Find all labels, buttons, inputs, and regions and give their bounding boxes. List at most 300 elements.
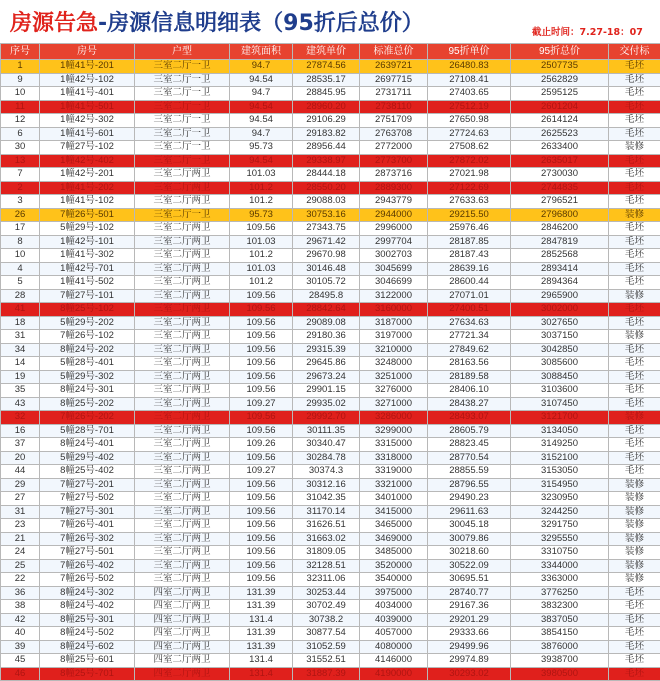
cell-total: 3286000 xyxy=(360,411,428,425)
cell-d-unit: 27071.01 xyxy=(428,289,511,303)
table-row xyxy=(1,478,660,492)
cell-total: 3271000 xyxy=(360,397,428,411)
cell-room: 5幢28号-701 xyxy=(40,424,135,438)
cell-d-total: 2601204 xyxy=(511,100,609,114)
cell-d-total: 3103600 xyxy=(511,384,609,398)
cell-type: 三室二厅两卫 xyxy=(135,519,230,533)
cell-unit: 31170.14 xyxy=(293,505,360,519)
cell-room: 1幢42号-201 xyxy=(40,168,135,182)
cell-unit: 28444.18 xyxy=(293,168,360,182)
cell-type: 三室二厅一卫 xyxy=(135,208,230,222)
cell-unit: 29106.29 xyxy=(293,114,360,128)
cell-type: 三室二厅两卫 xyxy=(135,222,230,236)
cell-total: 4190000 xyxy=(360,667,428,681)
cell-d-unit: 28823.45 xyxy=(428,438,511,452)
cell-no: 2 xyxy=(1,181,40,195)
cell-total: 2996000 xyxy=(360,222,428,236)
cell-d-total: 2507735 xyxy=(511,60,609,74)
cell-d-total: 3938700 xyxy=(511,654,609,668)
cell-d-unit: 28770.54 xyxy=(428,451,511,465)
cell-area: 109.27 xyxy=(230,397,293,411)
table-row xyxy=(1,235,660,249)
cell-d-unit: 27400.51 xyxy=(428,303,511,317)
cell-room: 7幢26号-102 xyxy=(40,330,135,344)
table-row xyxy=(1,640,660,654)
cell-d-total: 2595125 xyxy=(511,87,609,101)
cell-total: 3299000 xyxy=(360,424,428,438)
cell-type: 三室二厅两卫 xyxy=(135,303,230,317)
cell-no: 35 xyxy=(1,384,40,398)
cell-deliv: 毛坯 xyxy=(609,154,660,168)
cell-deliv: 装修 xyxy=(609,546,660,560)
cell-total: 3046699 xyxy=(360,276,428,290)
title-main: -房源信息明细表（95折后总价） xyxy=(98,11,424,36)
cell-d-total: 3134050 xyxy=(511,424,609,438)
cell-area: 101.2 xyxy=(230,249,293,263)
cell-room: 8幢24号-502 xyxy=(40,627,135,641)
cell-unit: 31052.59 xyxy=(293,640,360,654)
cell-area: 109.56 xyxy=(230,519,293,533)
cell-room: 8幢24号-401 xyxy=(40,438,135,452)
cell-deliv: 毛坯 xyxy=(609,397,660,411)
table-row xyxy=(1,100,660,114)
cell-no: 8 xyxy=(1,235,40,249)
cell-total: 2697715 xyxy=(360,73,428,87)
cell-unit: 29901.15 xyxy=(293,384,360,398)
cell-d-unit: 28187.85 xyxy=(428,235,511,249)
cell-type: 三室二厅两卫 xyxy=(135,262,230,276)
cell-total: 3321000 xyxy=(360,478,428,492)
col-header: 交付标 xyxy=(609,44,660,60)
cell-d-unit: 29499.96 xyxy=(428,640,511,654)
cell-total: 3045699 xyxy=(360,262,428,276)
cell-total: 3187000 xyxy=(360,316,428,330)
cell-unit: 28842.64 xyxy=(293,303,360,317)
table-row xyxy=(1,586,660,600)
cell-d-total: 2893414 xyxy=(511,262,609,276)
cell-d-total: 3107450 xyxy=(511,397,609,411)
table-row xyxy=(1,546,660,560)
cell-d-total: 3876000 xyxy=(511,640,609,654)
cell-d-total: 3980500 xyxy=(511,667,609,681)
cell-area: 109.56 xyxy=(230,357,293,371)
table-row xyxy=(1,411,660,425)
cell-area: 109.26 xyxy=(230,438,293,452)
cell-room: 8幢25号-102 xyxy=(40,303,135,317)
cell-total: 4080000 xyxy=(360,640,428,654)
cell-d-total: 3154950 xyxy=(511,478,609,492)
cell-total: 3469000 xyxy=(360,532,428,546)
cell-room: 8幢24号-602 xyxy=(40,640,135,654)
cell-area: 131.39 xyxy=(230,600,293,614)
table-row xyxy=(1,154,660,168)
cell-type: 三室二厅两卫 xyxy=(135,357,230,371)
cell-unit: 31552.51 xyxy=(293,654,360,668)
cell-room: 7幢27号-102 xyxy=(40,141,135,155)
cell-d-total: 2614124 xyxy=(511,114,609,128)
cell-d-unit: 29974.89 xyxy=(428,654,511,668)
cell-unit: 28535.17 xyxy=(293,73,360,87)
cell-type: 三室二厅一卫 xyxy=(135,154,230,168)
cell-room: 1幢42号-701 xyxy=(40,262,135,276)
cell-no: 7 xyxy=(1,168,40,182)
cell-unit: 30253.44 xyxy=(293,586,360,600)
deadline-label: 截止时间：7.27-18：07 xyxy=(532,24,643,38)
cell-type: 四室二厅两卫 xyxy=(135,586,230,600)
cell-unit: 30105.72 xyxy=(293,276,360,290)
cell-d-unit: 28493.07 xyxy=(428,411,511,425)
cell-total: 2873716 xyxy=(360,168,428,182)
cell-type: 三室二厅两卫 xyxy=(135,411,230,425)
cell-area: 95.73 xyxy=(230,141,293,155)
cell-room: 1幢41号-502 xyxy=(40,276,135,290)
cell-no: 29 xyxy=(1,478,40,492)
cell-no: 31 xyxy=(1,330,40,344)
cell-unit: 28960.20 xyxy=(293,100,360,114)
cell-total: 4039000 xyxy=(360,613,428,627)
cell-d-total: 2796521 xyxy=(511,195,609,209)
cell-d-unit: 27403.65 xyxy=(428,87,511,101)
cell-d-unit: 29167.36 xyxy=(428,600,511,614)
cell-d-unit: 28187.43 xyxy=(428,249,511,263)
cell-total: 3485000 xyxy=(360,546,428,560)
cell-area: 109.56 xyxy=(230,546,293,560)
cell-d-total: 3363000 xyxy=(511,573,609,587)
cell-type: 三室二厅两卫 xyxy=(135,235,230,249)
cell-unit: 29992.70 xyxy=(293,411,360,425)
cell-deliv: 毛坯 xyxy=(609,438,660,452)
cell-area: 101.03 xyxy=(230,235,293,249)
cell-no: 24 xyxy=(1,546,40,560)
cell-deliv: 毛坯 xyxy=(609,627,660,641)
cell-room: 7幢27号-301 xyxy=(40,505,135,519)
cell-deliv: 装修 xyxy=(609,559,660,573)
cell-area: 109.56 xyxy=(230,316,293,330)
cell-type: 三室二厅两卫 xyxy=(135,505,230,519)
cell-area: 131.4 xyxy=(230,654,293,668)
cell-room: 8幢25号-701 xyxy=(40,667,135,681)
cell-unit: 27343.75 xyxy=(293,222,360,236)
cell-unit: 29089.08 xyxy=(293,316,360,330)
table-row xyxy=(1,600,660,614)
cell-area: 94.7 xyxy=(230,60,293,74)
cell-room: 7幢26号-401 xyxy=(40,519,135,533)
cell-d-unit: 27650.98 xyxy=(428,114,511,128)
cell-room: 7幢27号-501 xyxy=(40,546,135,560)
cell-total: 3315000 xyxy=(360,438,428,452)
cell-deliv: 毛坯 xyxy=(609,451,660,465)
cell-unit: 31042.35 xyxy=(293,492,360,506)
cell-deliv: 毛坯 xyxy=(609,613,660,627)
cell-d-unit: 28189.58 xyxy=(428,370,511,384)
cell-unit: 31809.05 xyxy=(293,546,360,560)
cell-unit: 30738.2 xyxy=(293,613,360,627)
cell-d-total: 2635017 xyxy=(511,154,609,168)
cell-d-unit: 29215.50 xyxy=(428,208,511,222)
cell-type: 四室二厅两卫 xyxy=(135,640,230,654)
cell-total: 3251000 xyxy=(360,370,428,384)
cell-total: 2731711 xyxy=(360,87,428,101)
cell-d-total: 3042850 xyxy=(511,343,609,357)
cell-type: 三室二厅一卫 xyxy=(135,73,230,87)
cell-d-unit: 27724.63 xyxy=(428,127,511,141)
cell-type: 四室二厅两卫 xyxy=(135,613,230,627)
cell-room: 7幢27号-101 xyxy=(40,289,135,303)
cell-type: 三室二厅两卫 xyxy=(135,532,230,546)
cell-type: 三室二厅一卫 xyxy=(135,60,230,74)
table-row xyxy=(1,208,660,222)
cell-no: 22 xyxy=(1,573,40,587)
cell-deliv: 毛坯 xyxy=(609,303,660,317)
cell-area: 109.56 xyxy=(230,370,293,384)
cell-unit: 30340.47 xyxy=(293,438,360,452)
cell-unit: 30877.54 xyxy=(293,627,360,641)
cell-room: 1幢41号-401 xyxy=(40,87,135,101)
cell-d-unit: 27872.02 xyxy=(428,154,511,168)
cell-area: 131.4 xyxy=(230,667,293,681)
cell-d-unit: 28438.27 xyxy=(428,397,511,411)
cell-unit: 29088.03 xyxy=(293,195,360,209)
cell-no: 41 xyxy=(1,303,40,317)
cell-deliv: 装修 xyxy=(609,289,660,303)
col-header: 95折单价 xyxy=(428,44,511,60)
page-title xyxy=(10,6,424,37)
cell-room: 5幢29号-402 xyxy=(40,451,135,465)
cell-deliv: 装修 xyxy=(609,478,660,492)
cell-area: 94.54 xyxy=(230,100,293,114)
cell-area: 109.56 xyxy=(230,492,293,506)
table-row xyxy=(1,141,660,155)
cell-no: 9 xyxy=(1,73,40,87)
cell-room: 1幢41号-501 xyxy=(40,100,135,114)
cell-deliv: 毛坯 xyxy=(609,640,660,654)
cell-no: 20 xyxy=(1,451,40,465)
table-row xyxy=(1,127,660,141)
cell-type: 三室二厅两卫 xyxy=(135,465,230,479)
cell-d-total: 3085600 xyxy=(511,357,609,371)
cell-deliv: 毛坯 xyxy=(609,114,660,128)
cell-no: 3 xyxy=(1,195,40,209)
cell-room: 1幢42号-101 xyxy=(40,235,135,249)
cell-deliv: 毛坯 xyxy=(609,384,660,398)
listing-table xyxy=(0,43,660,681)
cell-room: 8幢25号-301 xyxy=(40,613,135,627)
cell-area: 94.54 xyxy=(230,154,293,168)
cell-d-total: 3152100 xyxy=(511,451,609,465)
table-row xyxy=(1,573,660,587)
cell-type: 三室二厅一卫 xyxy=(135,141,230,155)
cell-deliv: 毛坯 xyxy=(609,654,660,668)
cell-total: 4034000 xyxy=(360,600,428,614)
cell-d-unit: 30045.18 xyxy=(428,519,511,533)
cell-area: 109.27 xyxy=(230,465,293,479)
cell-type: 三室二厅两卫 xyxy=(135,478,230,492)
cell-unit: 29315.39 xyxy=(293,343,360,357)
cell-unit: 30753.16 xyxy=(293,208,360,222)
cell-deliv: 毛坯 xyxy=(609,343,660,357)
cell-deliv: 毛坯 xyxy=(609,424,660,438)
cell-type: 四室二厅两卫 xyxy=(135,654,230,668)
cell-total: 3276000 xyxy=(360,384,428,398)
cell-d-total: 3291750 xyxy=(511,519,609,533)
cell-deliv: 装修 xyxy=(609,505,660,519)
cell-d-unit: 27849.62 xyxy=(428,343,511,357)
cell-unit: 32311.06 xyxy=(293,573,360,587)
cell-area: 109.56 xyxy=(230,424,293,438)
cell-no: 31 xyxy=(1,505,40,519)
cell-room: 1幢42号-302 xyxy=(40,114,135,128)
cell-unit: 29671.42 xyxy=(293,235,360,249)
cell-type: 三室二厅一卫 xyxy=(135,100,230,114)
cell-deliv: 装修 xyxy=(609,141,660,155)
cell-room: 8幢24号-302 xyxy=(40,586,135,600)
cell-no: 43 xyxy=(1,397,40,411)
cell-no: 44 xyxy=(1,465,40,479)
cell-d-total: 2847819 xyxy=(511,235,609,249)
cell-d-total: 3310750 xyxy=(511,546,609,560)
table-row xyxy=(1,519,660,533)
cell-area: 109.56 xyxy=(230,532,293,546)
table-row xyxy=(1,505,660,519)
cell-area: 101.2 xyxy=(230,195,293,209)
cell-d-unit: 27108.41 xyxy=(428,73,511,87)
table-row xyxy=(1,451,660,465)
cell-area: 101.03 xyxy=(230,168,293,182)
cell-room: 5幢28号-401 xyxy=(40,357,135,371)
cell-type: 三室二厅一卫 xyxy=(135,114,230,128)
table-row xyxy=(1,114,660,128)
cell-deliv: 毛坯 xyxy=(609,60,660,74)
cell-d-total: 3854150 xyxy=(511,627,609,641)
cell-no: 19 xyxy=(1,370,40,384)
table-row xyxy=(1,60,660,74)
cell-room: 8幢25号-402 xyxy=(40,465,135,479)
cell-room: 1幢42号-402 xyxy=(40,154,135,168)
table-row xyxy=(1,384,660,398)
cell-total: 3415000 xyxy=(360,505,428,519)
cell-d-unit: 28163.56 xyxy=(428,357,511,371)
cell-area: 101.03 xyxy=(230,262,293,276)
cell-unit: 28550.20 xyxy=(293,181,360,195)
cell-room: 7幢26号-502 xyxy=(40,573,135,587)
cell-type: 三室二厅两卫 xyxy=(135,438,230,452)
cell-d-total: 3837050 xyxy=(511,613,609,627)
cell-unit: 30284.78 xyxy=(293,451,360,465)
cell-area: 109.56 xyxy=(230,343,293,357)
cell-type: 三室二厅两卫 xyxy=(135,397,230,411)
cell-no: 16 xyxy=(1,424,40,438)
cell-area: 131.4 xyxy=(230,613,293,627)
cell-total: 3540000 xyxy=(360,573,428,587)
cell-deliv: 毛坯 xyxy=(609,100,660,114)
cell-area: 101.2 xyxy=(230,181,293,195)
cell-d-unit: 30522.09 xyxy=(428,559,511,573)
cell-no: 26 xyxy=(1,208,40,222)
cell-unit: 27874.56 xyxy=(293,60,360,74)
table-row xyxy=(1,465,660,479)
cell-type: 三室二厅两卫 xyxy=(135,384,230,398)
cell-area: 131.39 xyxy=(230,640,293,654)
cell-type: 四室二厅两卫 xyxy=(135,627,230,641)
cell-type: 三室二厅两卫 xyxy=(135,249,230,263)
cell-d-total: 2846200 xyxy=(511,222,609,236)
cell-room: 8幢25号-601 xyxy=(40,654,135,668)
cell-d-total: 3088450 xyxy=(511,370,609,384)
cell-room: 7幢27号-502 xyxy=(40,492,135,506)
cell-room: 1幢41号-201 xyxy=(40,60,135,74)
cell-area: 94.7 xyxy=(230,127,293,141)
cell-no: 5 xyxy=(1,276,40,290)
cell-no: 40 xyxy=(1,627,40,641)
cell-no: 10 xyxy=(1,249,40,263)
cell-no: 17 xyxy=(1,222,40,236)
cell-total: 2943779 xyxy=(360,195,428,209)
cell-no: 45 xyxy=(1,654,40,668)
cell-total: 2773700 xyxy=(360,154,428,168)
table-row xyxy=(1,195,660,209)
cell-unit: 30702.49 xyxy=(293,600,360,614)
cell-unit: 29183.82 xyxy=(293,127,360,141)
table-body xyxy=(1,60,660,681)
cell-type: 三室二厅两卫 xyxy=(135,168,230,182)
cell-unit: 30146.48 xyxy=(293,262,360,276)
cell-no: 10 xyxy=(1,87,40,101)
cell-unit: 29670.98 xyxy=(293,249,360,263)
cell-type: 三室二厅两卫 xyxy=(135,195,230,209)
cell-area: 109.56 xyxy=(230,411,293,425)
cell-d-unit: 29490.23 xyxy=(428,492,511,506)
cell-total: 3465000 xyxy=(360,519,428,533)
cell-total: 3975000 xyxy=(360,586,428,600)
cell-d-total: 2894364 xyxy=(511,276,609,290)
cell-d-total: 3002000 xyxy=(511,303,609,317)
cell-type: 三室二厅两卫 xyxy=(135,276,230,290)
cell-unit: 30111.35 xyxy=(293,424,360,438)
cell-room: 7幢26号-501 xyxy=(40,208,135,222)
cell-d-unit: 27634.63 xyxy=(428,316,511,330)
cell-type: 四室二厅两卫 xyxy=(135,600,230,614)
table-row xyxy=(1,559,660,573)
cell-room: 8幢24号-402 xyxy=(40,600,135,614)
cell-area: 109.56 xyxy=(230,451,293,465)
cell-unit: 32128.51 xyxy=(293,559,360,573)
cell-room: 5幢29号-202 xyxy=(40,316,135,330)
cell-unit: 30374.3 xyxy=(293,465,360,479)
cell-total: 3210000 xyxy=(360,343,428,357)
cell-d-unit: 28600.44 xyxy=(428,276,511,290)
table-row xyxy=(1,343,660,357)
cell-total: 2639721 xyxy=(360,60,428,74)
cell-room: 1幢41号-302 xyxy=(40,249,135,263)
cell-type: 三室二厅两卫 xyxy=(135,451,230,465)
cell-area: 131.39 xyxy=(230,586,293,600)
cell-room: 7幢26号-302 xyxy=(40,532,135,546)
cell-no: 38 xyxy=(1,600,40,614)
cell-deliv: 毛坯 xyxy=(609,127,660,141)
table-row xyxy=(1,222,660,236)
cell-unit: 31887.39 xyxy=(293,667,360,681)
cell-room: 1幢41号-202 xyxy=(40,181,135,195)
table-row xyxy=(1,87,660,101)
cell-total: 2944000 xyxy=(360,208,428,222)
cell-unit: 31663.02 xyxy=(293,532,360,546)
cell-deliv: 毛坯 xyxy=(609,667,660,681)
cell-total: 3197000 xyxy=(360,330,428,344)
cell-total: 3401000 xyxy=(360,492,428,506)
cell-room: 7幢26号-202 xyxy=(40,411,135,425)
cell-d-unit: 27122.69 xyxy=(428,181,511,195)
cell-type: 三室二厅两卫 xyxy=(135,546,230,560)
